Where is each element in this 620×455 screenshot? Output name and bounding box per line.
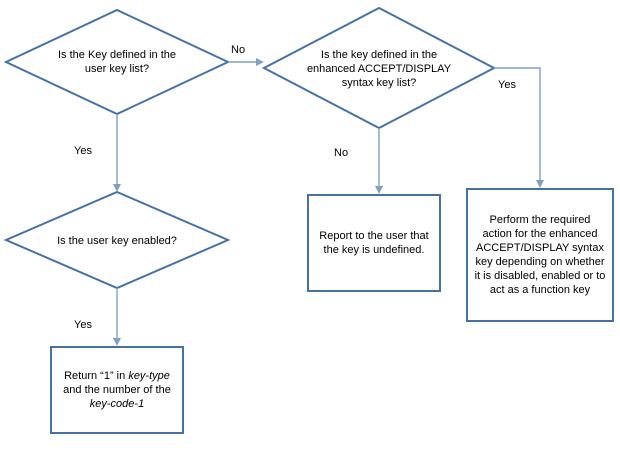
process-return-one-text xyxy=(58,369,176,411)
decision-user-key-list-shape xyxy=(6,10,228,114)
process-perform-action: Perform the required action for the enhanced ACCEPT/DISPLAY syntax key depending on whether it is disabled, enabled or to act as a function key xyxy=(466,188,614,322)
edge-label-no-middle: No xyxy=(334,147,349,159)
edge-label-yes-right: Yes xyxy=(498,79,516,91)
decision-user-key-enabled-label: Is the user key enabled? xyxy=(57,235,177,247)
process-return-one xyxy=(50,346,184,434)
edge-label-no-top: No xyxy=(231,44,246,56)
return-one-italic1: key- xyxy=(128,370,150,382)
arrowhead-no-middle xyxy=(375,186,383,194)
return-one-part1: Return “1” in xyxy=(64,370,129,382)
arrowhead-yes-right xyxy=(536,180,544,188)
edge-label-yes-left: Yes xyxy=(74,145,92,157)
decision-user-key-list-label: Is the Key defined in the user key list? xyxy=(57,49,177,75)
decision-user-key-enabled-shape xyxy=(6,192,228,288)
arrowhead-yes-left xyxy=(113,184,121,192)
process-report-undefined: Report to the user that the key is undefined. xyxy=(307,194,441,292)
decision-enhanced-key-list-label: Is the key defined in the enhanced ACCEPT/DISPLAY syntax key list? xyxy=(306,49,452,89)
return-one-part2: and the number xyxy=(63,384,141,396)
decision-enhanced-key-list-shape xyxy=(264,8,494,128)
return-one-part3: of the xyxy=(143,384,171,396)
arrowhead-yes-bottom xyxy=(113,338,121,346)
edge-label-yes-bottom: Yes xyxy=(74,319,92,331)
return-one-italic3: key-code-1 xyxy=(89,398,145,410)
arrowhead-no-top xyxy=(256,58,264,66)
return-one-italic2: type xyxy=(149,370,170,382)
